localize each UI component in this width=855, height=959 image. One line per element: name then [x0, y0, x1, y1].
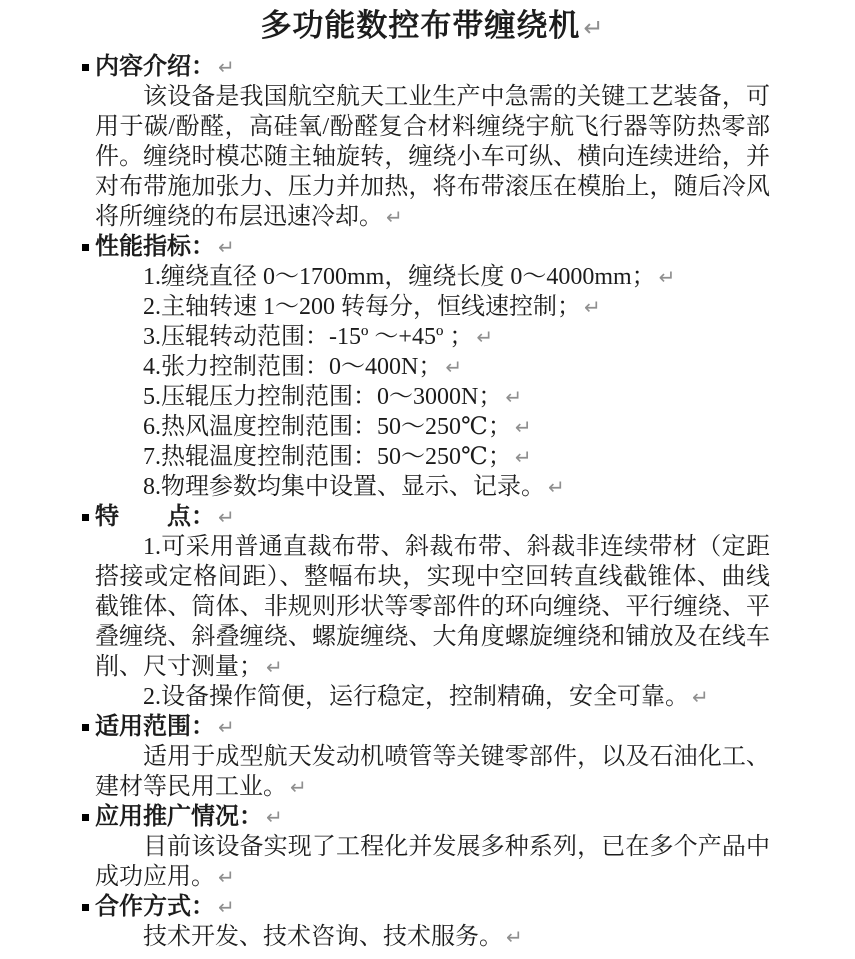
- section-heading-text: 应用推广情况：: [95, 804, 263, 830]
- paragraph-mark-icon: ↵: [548, 475, 565, 499]
- spec-item: [95, 382, 770, 412]
- spec-item: [95, 262, 770, 292]
- paragraph-mark-icon: ↵: [266, 655, 283, 679]
- paragraph-mark-icon: ↵: [218, 865, 235, 889]
- spec-item: [95, 412, 770, 442]
- section-heading-features: [95, 502, 770, 532]
- paragraph-mark-icon: ↵: [218, 715, 235, 739]
- paragraph-mark-icon: ↵: [505, 385, 523, 409]
- spec-item-text: 2.主轴转速 1～200 转每分，恒线速控制；: [143, 294, 581, 320]
- body-paragraph: [95, 532, 770, 682]
- spec-item-text: 6.热风温度控制范围：50～250℃；: [143, 414, 512, 440]
- body-paragraph: [95, 832, 770, 892]
- body-paragraph-text: 适用于成型航天发动机喷管等关键零部件，以及石油化工、建材等民用工业。: [95, 744, 770, 800]
- paragraph-mark-icon: ↵: [584, 295, 601, 319]
- spec-item: [95, 292, 770, 322]
- paragraph-mark-icon: ↵: [290, 775, 307, 799]
- section-bullet-icon: [82, 64, 89, 71]
- section-bullet-icon: [82, 724, 89, 731]
- section-heading-text: 适用范围：: [95, 714, 215, 740]
- section-bullet-icon: [82, 244, 89, 251]
- section-bullet-icon: [82, 514, 89, 521]
- doc-title-text: 多功能数控布带缠绕机: [260, 8, 581, 43]
- paragraph-mark-icon: ↵: [583, 14, 605, 42]
- paragraph-mark-icon: ↵: [445, 355, 463, 379]
- paragraph-mark-icon: ↵: [476, 325, 494, 349]
- paragraph-mark-icon: ↵: [266, 805, 283, 829]
- paragraph-mark-icon: ↵: [218, 505, 235, 529]
- paragraph-mark-icon: ↵: [658, 265, 676, 289]
- paragraph-mark-icon: ↵: [514, 445, 532, 469]
- body-paragraph: [95, 682, 770, 712]
- spec-item-text: 7.热辊温度控制范围：50～250℃；: [143, 444, 512, 470]
- paragraph-mark-icon: ↵: [218, 235, 235, 259]
- doc-title: [95, 5, 770, 49]
- body-paragraph-text: 目前该设备实现了工程化并发展多种系列，已在多个产品中成功应用。: [95, 834, 770, 890]
- section-heading-intro: [95, 52, 770, 82]
- body-paragraph: [95, 742, 770, 802]
- spec-item: [95, 442, 770, 472]
- section-heading-application: [95, 802, 770, 832]
- spec-item-text: 1.缠绕直径 0～1700mm，缠绕长度 0～4000mm；: [143, 264, 656, 290]
- paragraph-mark-icon: ↵: [386, 205, 403, 229]
- body-paragraph-text: 技术开发、技术咨询、技术服务。: [143, 924, 503, 950]
- body-paragraph-text: 1.可采用普通直裁布带、斜裁布带、斜裁非连续带材（定距搭接或定格间距）、整幅布块，实现中空回转直线截锥体、曲线截锥体、筒体、非规则形状等零部件的环向缠绕、平行缠绕、平叠缠绕、斜叠缠绕、螺旋缠绕、大角度螺旋缠绕和铺放及在线车削、尺寸测量；: [95, 534, 770, 680]
- paragraph-mark-icon: ↵: [218, 895, 235, 919]
- paragraph-mark-icon: ↵: [692, 685, 709, 709]
- spec-item-text: 5.压辊压力控制范围：0～3000N；: [143, 384, 503, 410]
- body-paragraph-text: 该设备是我国航空航天工业生产中急需的关键工艺装备，可用于碳/酚醛，高硅氧/酚醛复合材料缠绕宇航飞行器等防热零部件。缠绕时模芯随主轴旋转，缠绕小车可纵、横向连续进给，并对布带施加张力、压力并加热，将布带滚压在模胎上，随后冷风将所缠绕的布层迅速冷却。: [95, 84, 770, 230]
- section-heading-text: 合作方式：: [95, 894, 215, 920]
- spec-item: [95, 472, 770, 502]
- spec-item-text: 3.压辊转动范围：-15º ～+45º ；: [143, 324, 474, 350]
- section-heading-scope: [95, 712, 770, 742]
- spec-item: [95, 352, 770, 382]
- section-heading-text: 特 点：: [95, 504, 215, 530]
- section-heading-specs: [95, 232, 770, 262]
- body-paragraph-text: 2.设备操作简便，运行稳定，控制精确，安全可靠。: [143, 684, 689, 710]
- paragraph-mark-icon: ↵: [506, 925, 523, 949]
- spec-item: [95, 322, 770, 352]
- section-bullet-icon: [82, 814, 89, 821]
- section-heading-cooperation: [95, 892, 770, 922]
- section-heading-text: 性能指标：: [95, 234, 215, 260]
- section-bullet-icon: [82, 904, 89, 911]
- spec-item-text: 4.张力控制范围：0～400N；: [143, 354, 443, 380]
- spec-item-text: 8.物理参数均集中设置、显示、记录。: [143, 474, 545, 500]
- paragraph-mark-icon: ↵: [218, 55, 235, 79]
- body-paragraph: [95, 922, 770, 952]
- section-heading-text: 内容介绍：: [95, 54, 215, 80]
- body-paragraph: [95, 82, 770, 232]
- paragraph-mark-icon: ↵: [514, 415, 532, 439]
